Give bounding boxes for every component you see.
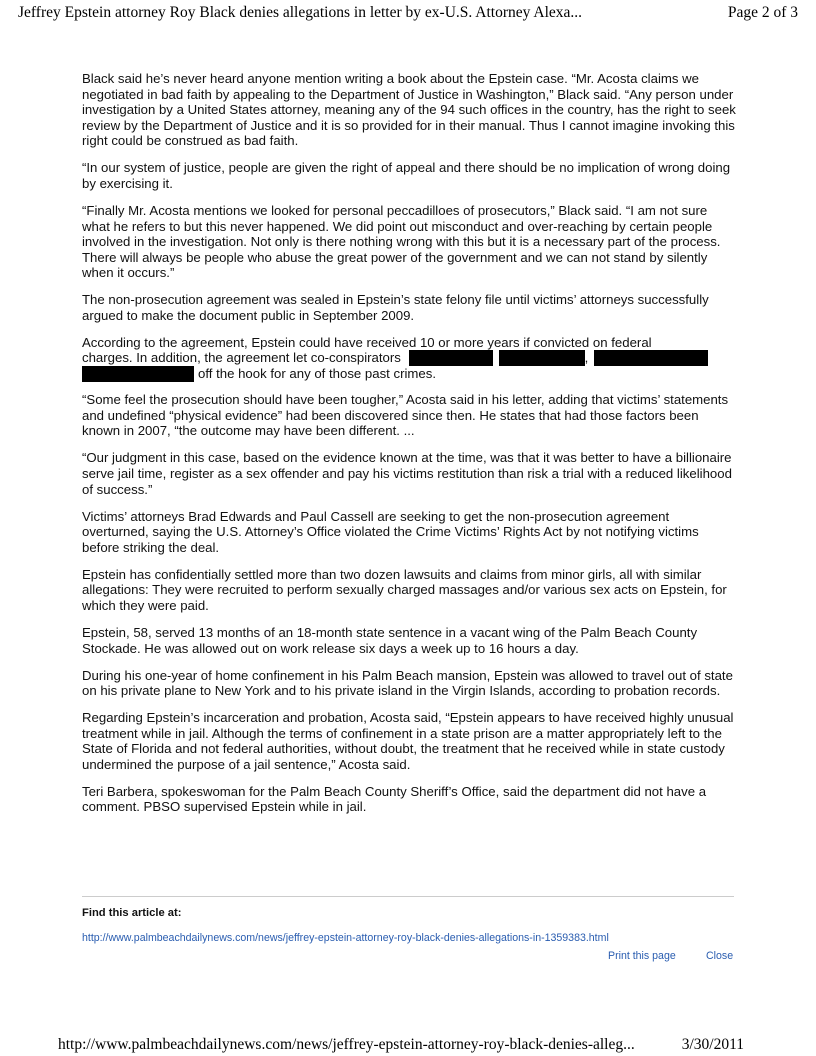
print-date: 3/30/2011 xyxy=(681,1036,744,1053)
redacted-line-2 xyxy=(82,350,708,366)
print-footer xyxy=(58,1036,744,1054)
redaction-box xyxy=(409,350,493,366)
redacted-line-3 xyxy=(82,366,436,382)
article-paragraph: “Finally Mr. Acosta mentions we looked for personal peccadilloes of prosecutors,” Black said. “I am not sure what he refers to but this never happened. We did point out misconduct and over-reaching by certain people involved in the investigation. Not only is there nothing wrong with this but it is a necessary part of the process. There will always be people who abuse the great power of the government and we can not stand by silently when it occurs.” xyxy=(82,202,721,281)
find-article-title: Find this article at: xyxy=(82,907,182,919)
print-footer-url: http://www.palmbeachdailynews.com/news/jeffrey-epstein-attorney-roy-black-denies-alleg... xyxy=(58,1036,635,1053)
article-paragraph: During his one-year of home confinement in his Palm Beach mansion, Epstein was allowed to travel out of state on his private plane to New York and to his private island in the Virgin Islands, according to probation records. xyxy=(82,667,733,699)
redaction-box xyxy=(499,350,585,366)
article-paragraph: “Our judgment in this case, based on the evidence known at the time, was that it was better to have a billionaire serve jail time, register as a sex offender and pay his victims restitution than risk a trial with a reduced likelihood of success.” xyxy=(82,450,732,497)
article-paragraph: “In our system of justice, people are given the right of appeal and there should be no implication of wrong doing by exercising it. xyxy=(82,160,731,191)
redacted-line-3-text: off the hook for any of those past crimes. xyxy=(198,366,436,382)
article-paragraph: The non-prosecution agreement was sealed in Epstein’s state felony file until victims’ attorneys successfully argued to make the document public in September 2009. xyxy=(82,292,709,323)
redaction-box xyxy=(82,366,194,382)
article-paragraph: “Some feel the prosecution should have been tougher,” Acosta said in his letter, adding that victims’ statements and undefined “physical evidence” had been discovered since then. He states that had those factors been known in 2007, “the outcome may have been different. ... xyxy=(82,392,729,439)
print-header-title: Jeffrey Epstein attorney Roy Black denies allegations in letter by ex-U.S. Attorney Alexa... xyxy=(18,4,583,21)
redaction-box xyxy=(594,350,708,366)
redacted-comma: , xyxy=(584,350,589,366)
redacted-paragraph xyxy=(82,335,736,381)
article-paragraph: Victims’ attorneys Brad Edwards and Paul Cassell are seeking to get the non-prosecution agreement overturned, saying the U.S. Attorney’s Office violated the Crime Victims’ Rights Act by not notifying victims before striking the deal. xyxy=(82,508,699,555)
article-paragraph: Epstein, 58, served 13 months of an 18-month state sentence in a vacant wing of the Palm Beach County Stockade. He was allowed out on work release six days a week up to 16 hours a day. xyxy=(82,624,698,656)
article-paragraph: Epstein has confidentially settled more than two dozen lawsuits and claims from minor girls, all with similar allegations: They were recruited to perform sexually charged massages and/or various sex acts on Epstein, for which they were paid. xyxy=(82,566,727,613)
article-paragraph: Teri Barbera, spokeswoman for the Palm Beach County Sheriff’s Office, said the department did not have a comment. PBSO supervised Epstein while in jail. xyxy=(82,783,707,815)
article-body xyxy=(82,71,736,826)
print-header xyxy=(18,4,798,22)
article-paragraph: Black said he’s never heard anyone mention writing a book about the Epstein case. “Mr. Acosta claims we negotiated in bad faith by appealing to the Department of Justice in Washington,” Black said. “Any person under investigation by a United States attorney, meaning any of the 94 such offices in the country, has the right to seek review by the Department of Justice and it is so provided for in their manual. Thus I cannot imagine invoking this right could be construed as bad faith. xyxy=(82,71,736,149)
redacted-line-2-text: charges. In addition, the agreement let co-conspirators xyxy=(82,350,401,366)
article-url-link[interactable]: http://www.palmbeachdailynews.com/news/jeffrey-epstein-attorney-roy-black-denies-allegations-in-1359383.html xyxy=(82,932,609,944)
footer-divider xyxy=(82,896,734,897)
redacted-line-1: According to the agreement, Epstein could have received 10 or more years if convicted on federal xyxy=(82,334,652,350)
page-number: Page 2 of 3 xyxy=(727,4,798,21)
article-paragraph: Regarding Epstein’s incarceration and probation, Acosta said, “Epstein appears to have received highly unusual treatment while in jail. Although the terms of confinement in a state prison are a matter appropriately left to the State of Florida and not federal authorities, without doubt, the treatment that he received while in state custody undermined the purpose of a jail sentence,” Acosta said. xyxy=(82,710,734,772)
print-page-link[interactable]: Print this page xyxy=(608,950,676,962)
close-link[interactable]: Close xyxy=(706,950,734,962)
